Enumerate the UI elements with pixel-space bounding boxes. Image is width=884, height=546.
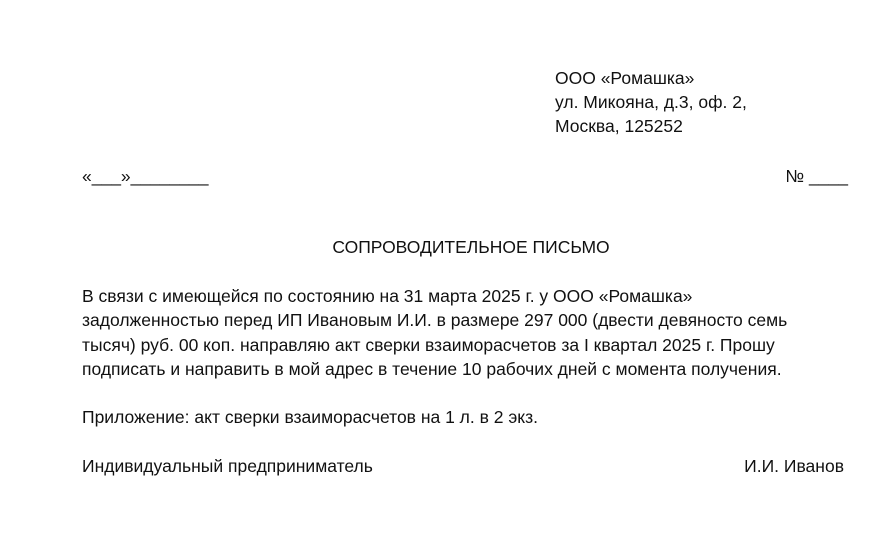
addressee-city: Москва, 125252 [555,116,683,136]
document-title: СОПРОВОДИТЕЛЬНОЕ ПИСЬМО [332,237,610,257]
addressee-block [555,66,747,138]
date-placeholder: «___»________ [82,166,209,186]
addressee-company: ООО «Ромашка» [555,68,695,88]
body-line: В связи с имеющейся по состоянию на 31 марта 2025 г. у ООО «Ромашка» [82,286,693,306]
attachment-note: Приложение: акт сверки взаиморасчетов на 1 л. в 2 экз. [82,407,539,427]
addressee-street: ул. Микояна, д.3, оф. 2, [555,92,747,112]
signer-name: И.И. Иванов [744,456,844,476]
body-line: тысяч) руб. 00 коп. направляю акт сверки взаиморасчетов за I квартал 2025 г. Прошу [82,334,775,355]
number-placeholder: № ____ [785,166,848,186]
body-line: подписать и направить в мой адрес в течение 10 рабочих дней с момента получения. [82,358,782,379]
body-line: задолженностью перед ИП Ивановым И.И. в размере 297 000 (двести девяносто семь [82,310,788,331]
signer-position: Индивидуальный предприниматель [82,456,373,476]
letter-body [82,284,842,381]
